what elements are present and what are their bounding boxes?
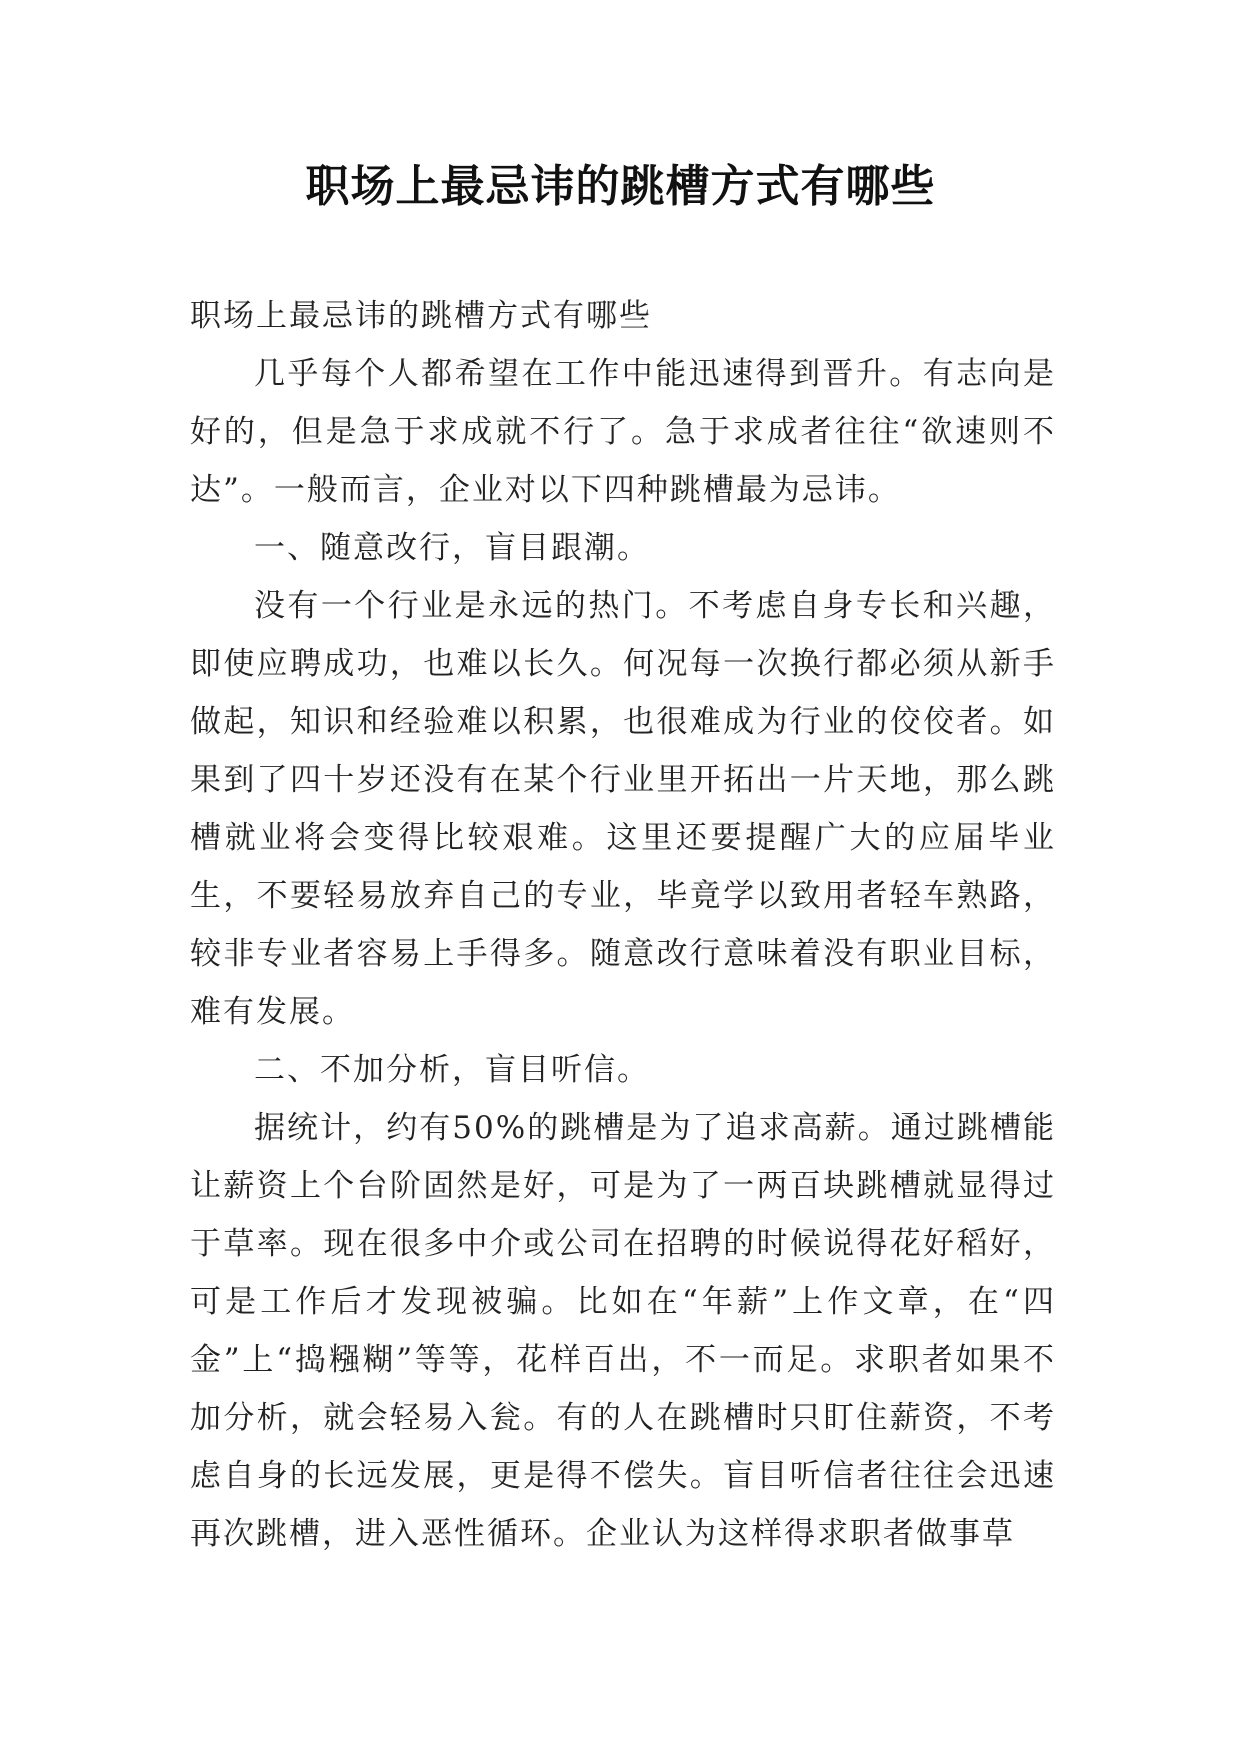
section-heading-2: 二、不加分析，盲目听信。 (254, 1052, 650, 1088)
paragraph-section-1: 没有一个行业是永远的热门。不考虑自身专长和兴趣，即使应聘成功，也难以长久。何况每一次换行都必须从新手做起，知识和经验难以积累，也很难成为行业的佼佼者。如果到了四十岁还没有在某个行业里开拓出一片天地，那么跳槽就业将会变得比较艰难。这里还要提醒广大的应届毕业生，不要轻易放弃自己的专业，毕竟学以致用者轻车熟路，较非专业者容易上手得多。随意改行意味着没有职业目标，难有发展。 (190, 588, 1056, 1030)
document-body (190, 287, 1056, 1563)
paragraph-section-2: 据统计，约有50%的跳槽是为了追求高薪。通过跳槽能让薪资上个台阶固然是好，可是为了一两百块跳槽就显得过于草率。现在很多中介或公司在招聘的时候说得花好稻好，可是工作后才发现被骗。比如在“年薪”上作文章，在“四金”上“捣糨糊”等等，花样百出，不一而足。求职者如果不加分析，就会轻易入瓮。有的人在跳槽时只盯住薪资，不考虑自身的长远发展，更是得不偿失。盲目听信者往往会迅速再次跳槽，进入恶性循环。企业认为这样得求职者做事草 (190, 1110, 1056, 1552)
paragraph-intro: 几乎每个人都希望在工作中能迅速得到晋升。有志向是好的，但是急于求成就不行了。急于求成者往往“欲速则不达”。一般而言，企业对以下四种跳槽最为忌讳。 (190, 356, 1056, 508)
document-title: 职场上最忌讳的跳槽方式有哪些 (305, 161, 936, 212)
section-heading-1: 一、随意改行，盲目跟潮。 (254, 530, 650, 566)
document-subtitle: 职场上最忌讳的跳槽方式有哪些 (190, 298, 652, 334)
